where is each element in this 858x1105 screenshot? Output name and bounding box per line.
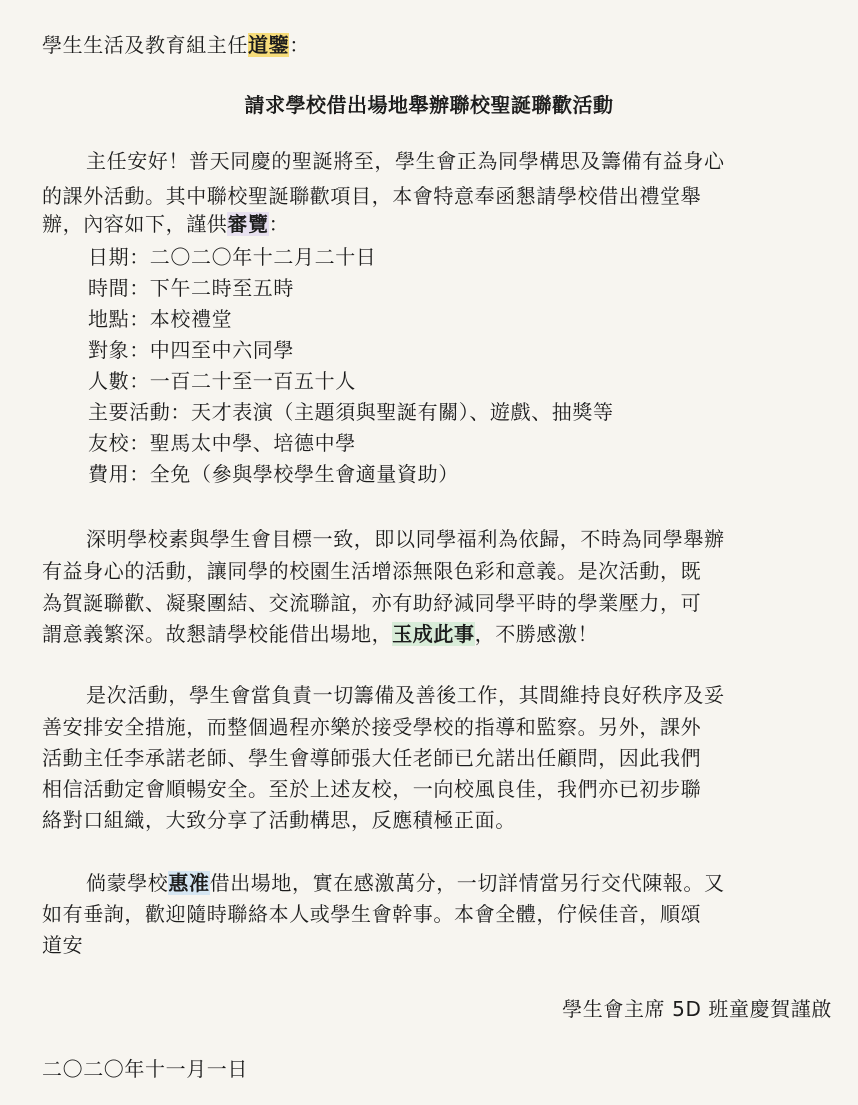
detail-time: 時間：下午二時至五時 bbox=[88, 276, 294, 300]
p2-line-1: 深明學校素與學生會目標一致，即以同學福利為依歸，不時為同學舉辦 bbox=[86, 527, 725, 551]
detail-partner-schools: 友校：聖馬太中學、培德中學 bbox=[88, 431, 356, 455]
detail-target: 對象：中四至中六同學 bbox=[88, 338, 294, 362]
p3-line-5: 絡對口組織，大致分享了活動構思，反應積極正面。 bbox=[42, 808, 516, 832]
signature: 學生會主席 5D 班童慶賀謹啟 bbox=[562, 997, 832, 1021]
p1-line-3 bbox=[42, 209, 832, 240]
p4-line-1 bbox=[42, 868, 832, 899]
p2-line-4-end: ，不勝感激！ bbox=[474, 622, 599, 646]
p4-line-1-rest: 借出場地，實在感激萬分，一切詳情當另行交代陳報。又 bbox=[209, 871, 725, 895]
p2-line-4 bbox=[42, 619, 832, 650]
detail-venue: 地點：本校禮堂 bbox=[88, 307, 233, 331]
highlight-daojian: 道鑒 bbox=[248, 33, 290, 57]
p2-line-3: 為賀誕聯歡、凝聚團結、交流聯誼，亦有助紓減同學平時的學業壓力，可 bbox=[42, 591, 702, 615]
p1-line-3-text: 辦，內容如下，謹供 bbox=[42, 212, 228, 236]
highlight-shenlan: 審覽 bbox=[227, 212, 269, 236]
p1-line-1: 主任安好！普天同慶的聖誕將至，學生會正為同學構思及籌備有益身心 bbox=[86, 149, 725, 173]
salutation-colon: ： bbox=[289, 33, 310, 57]
p4-line-3: 道安 bbox=[42, 933, 84, 957]
salutation-text: 學生生活及教育組主任 bbox=[42, 33, 248, 57]
p3-line-2: 善安排安全措施，而整個過程亦樂於接受學校的指導和監察。另外，課外 bbox=[42, 715, 702, 739]
detail-fee: 費用：全免（參與學校學生會適量資助） bbox=[88, 462, 459, 486]
p3-line-1: 是次活動，學生會當負責一切籌備及善後工作，其間維持良好秩序及妥 bbox=[86, 683, 725, 707]
p1-line-2: 的課外活動。其中聯校聖誕聯歡項目，本會特意奉函懇請學校借出禮堂舉 bbox=[42, 184, 702, 208]
detail-activities: 主要活動：天才表演（主題須與聖誕有關）、遊戲、抽獎等 bbox=[88, 400, 614, 424]
p4-line-1-text: 倘蒙學校 bbox=[86, 871, 169, 895]
p4-line-2: 如有垂詢，歡迎隨時聯絡本人或學生會幹事。本會全體，佇候佳音，順頌 bbox=[42, 902, 702, 926]
p3-line-4: 相信活動定會順暢安全。至於上述友校，一向校風良佳，我們亦已初步聯 bbox=[42, 777, 702, 801]
letter-date: 二〇二〇年十一月一日 bbox=[42, 1057, 248, 1081]
p1-line-3-colon: ： bbox=[268, 212, 290, 236]
highlight-huizhun: 惠准 bbox=[168, 871, 210, 895]
p2-line-4-text: 謂意義繁深。故懇請學校能借出場地， bbox=[42, 622, 393, 646]
p2-line-2: 有益身心的活動，讓同學的校園生活增添無限色彩和意義。是次活動，既 bbox=[42, 559, 702, 583]
p3-line-3: 活動主任李承諾老師、學生會導師張大任老師已允諾出任顧問，因此我們 bbox=[42, 746, 702, 770]
detail-date: 日期：二〇二〇年十二月二十日 bbox=[88, 245, 377, 269]
detail-headcount: 人數：一百二十至一百五十人 bbox=[88, 369, 356, 393]
letter-title: 請求學校借出場地舉辦聯校聖誕聯歡活動 bbox=[244, 93, 614, 117]
salutation bbox=[42, 30, 832, 61]
highlight-yucheng: 玉成此事 bbox=[392, 622, 475, 646]
